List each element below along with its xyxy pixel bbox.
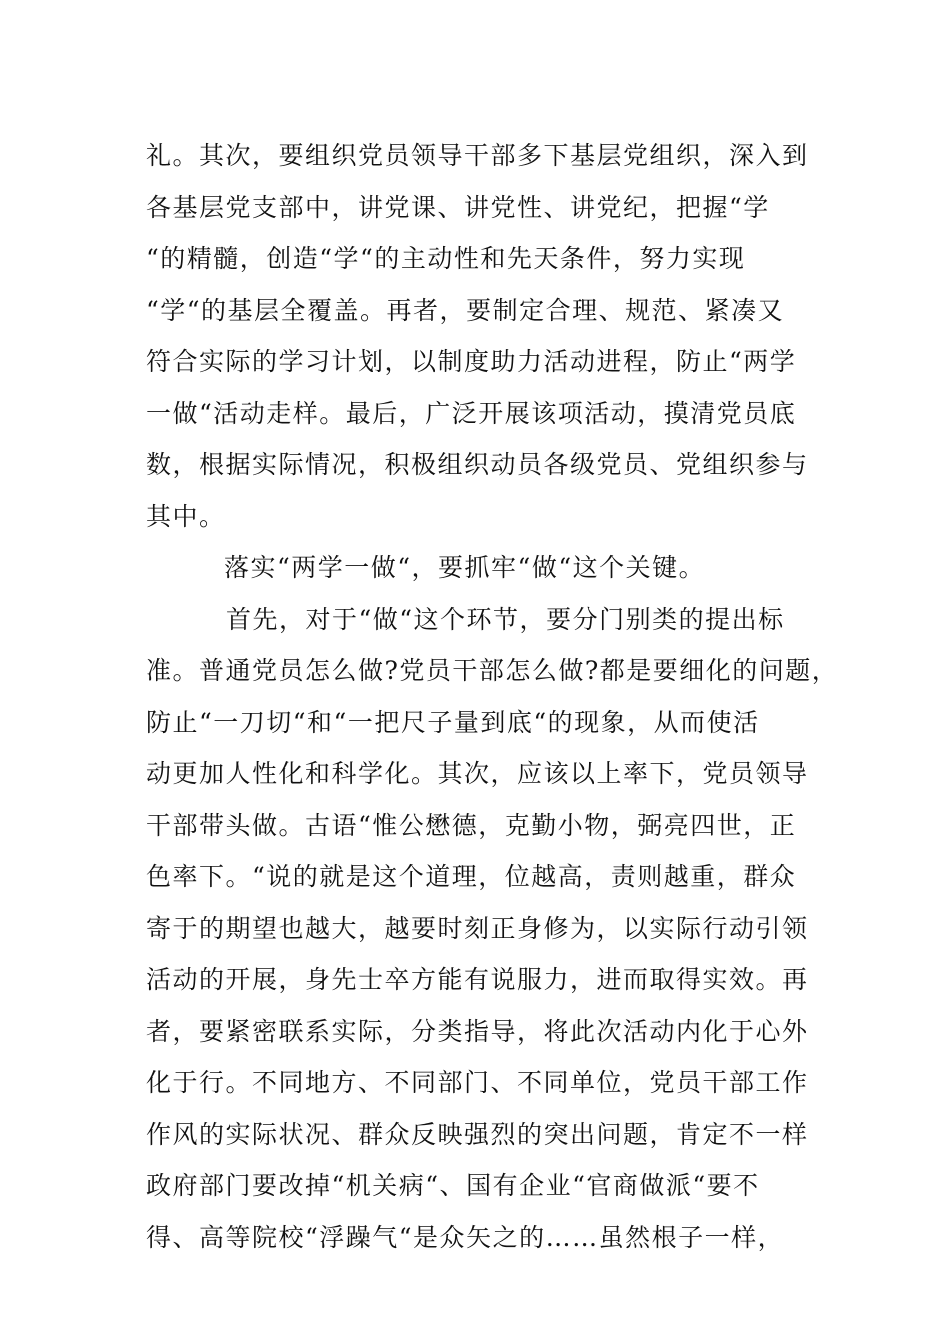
text-line: “学“的基层全覆盖。再者，要制定合理、规范、紧凑又: [146, 295, 785, 325]
text-line: 政府部门要改掉“机关病“、国有企业“官商做派“要不: [146, 1171, 760, 1200]
text-line: 者，要紧密联系实际，分类指导，将此次活动内化于心外: [146, 1016, 809, 1046]
text-line: 作风的实际状况、群众反映强烈的突出问题，肯定不一样: [146, 1119, 809, 1149]
section-heading: 落实“两学一做“，要抓牢“做“这个关键。: [224, 553, 706, 582]
text-line: “的精髓，创造“学“的主动性和先天条件，努力实现: [146, 244, 746, 273]
text-line: 色率下。“说的就是这个道理，位越高，责则越重，群众: [146, 862, 797, 891]
text-line: 动更加人性化和科学化。其次，应该以上率下，党员领导: [146, 759, 809, 788]
text-line: 数，根据实际情况，积极组织动员各级党员、党组织参与: [146, 450, 809, 479]
text-line: 各基层党支部中，讲党课、讲党性、讲党纪，把握“学: [146, 192, 770, 222]
text-line: 礼。其次，要组织党员领导干部多下基层党组织，深入到: [146, 141, 809, 170]
body-text: [146, 130, 839, 1263]
text-line: 活动的开展，身先士卒方能有说服力，进而取得实效。再: [146, 965, 809, 994]
text-line: 符合实际的学习计划，以制度助力活动进程，防止“两学: [146, 347, 797, 376]
text-line: 其中。: [146, 501, 226, 531]
text-line: 干部带头做。古语“惟公懋德，克勤小物，弼亮四世，正: [146, 810, 797, 840]
text-line: 准。普通党员怎么做?党员干部怎么做?都是要细化的问题，: [146, 656, 839, 685]
text-line: 寄于的期望也越大，越要时刻正身修为，以实际行动引领: [146, 913, 809, 943]
text-line: 化于行。不同地方、不同部门、不同单位，党员干部工作: [146, 1068, 809, 1097]
text-line: 防止“一刀切“和“一把尺子量到底“的现象，从而使活: [146, 707, 760, 737]
paragraph-first-line: 首先，对于“做“这个环节，要分门别类的提出标: [226, 604, 785, 634]
text-line: 得、高等院校“浮躁气“是众矢之的……虽然根子一样，: [146, 1222, 785, 1252]
text-line: 一做“活动走样。最后，广泛开展该项活动，摸清党员底: [146, 398, 797, 428]
